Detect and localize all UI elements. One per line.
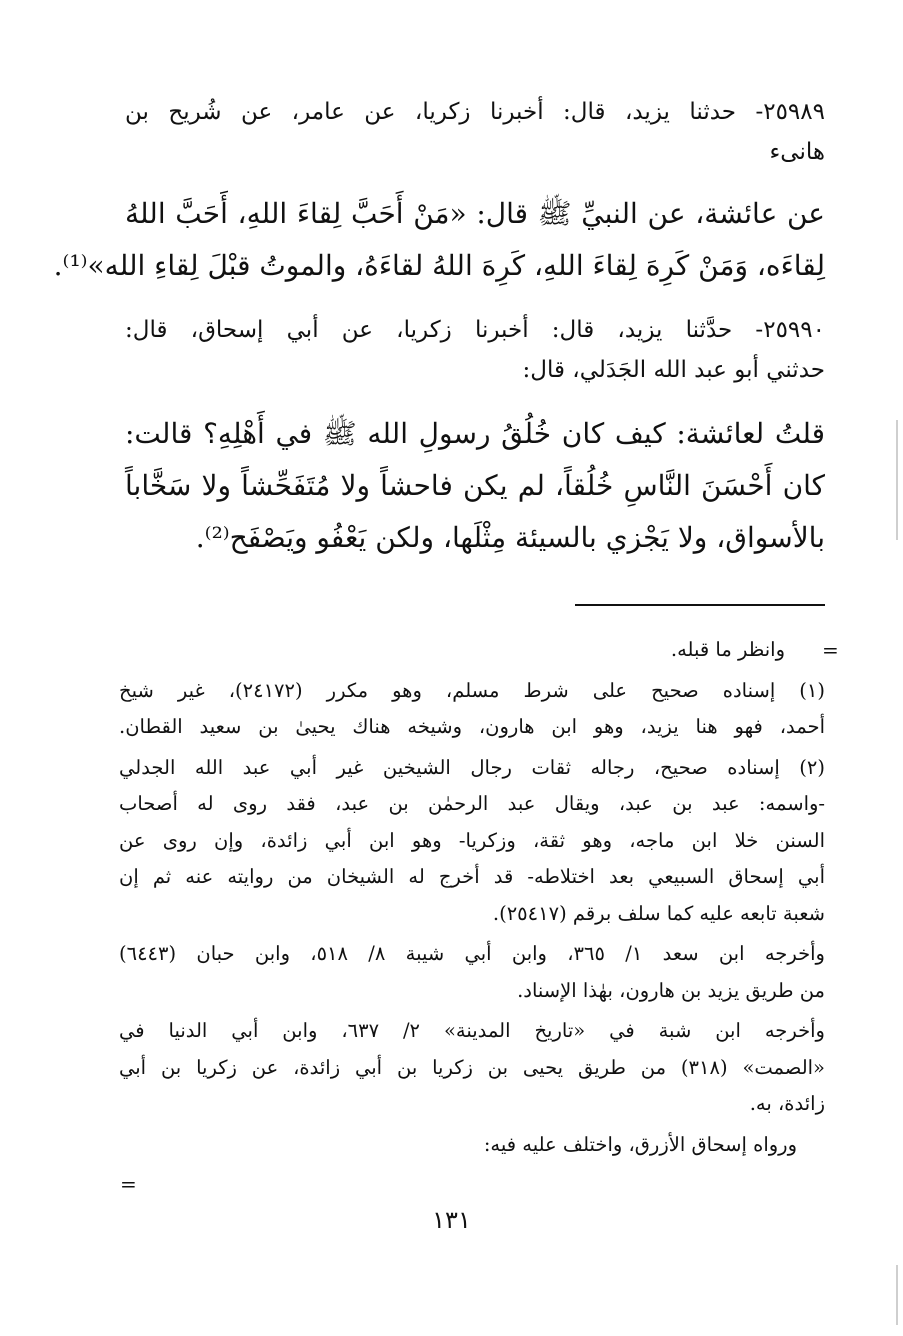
hadith-25989-matn [53,188,825,292]
hadith-25989-isnad [125,92,825,172]
footnote-paragraph-line: وأخرجه ابن شبة في «تاريخ المدينة» ٢/ ٦٣٧، وابن أبي الدنيا في [119,1019,825,1042]
scan-edge-mark [896,1265,898,1325]
hadith-25990-isnad [125,310,825,390]
matn-line: عن عائشة، عن النبيِّ ﷺ قال: «مَنْ أَحَبَّ لِقاءَ اللهِ، أَحَبَّ اللهُ [125,197,825,230]
footnote-1-line: (١) إسناده صحيح على شرط مسلم، وهو مكرر (٢٤١٧٢)، غير شيخ [119,678,825,702]
footnotes [119,632,825,1163]
scan-edge-mark [896,420,898,540]
footnote-2-line: أبي إسحاق السبيعي بعد اختلاطه- قد أخرج له الشيخان من روايته عنه ثم إن [119,865,825,888]
isnad-line: ٢٥٩٨٩- حدثنا يزيد، قال: أخبرنا زكريا، عن عامر، عن شُريح بن [125,99,825,125]
page-number: ١٣١ [432,1206,471,1234]
footnote-paragraph-line: من طريق يزيد بن هارون، بهٰذا الإسناد. [517,978,825,1002]
footnote-paragraph-line: ورواه إسحاق الأزرق، واختلف عليه فيه: [483,1132,797,1156]
hadith-25990-matn [125,408,825,564]
footnote-paragraph-line: وأخرجه ابن سعد ١/ ٣٦٥، وابن أبي شيبة ٨/ ٥١٨، وابن حبان (٦٤٤٣) [119,942,825,965]
footnote-paragraph-line: زائدة، به. [749,1092,825,1115]
isnad-line: ٢٥٩٩٠- حدَّثنا يزيد، قال: أخبرنا زكريا، عن أبي إسحاق، قال: [125,317,825,343]
footnote-paragraph-line: «الصمت» (٣١٨) من طريق يحيى بن زكريا بن أبي زائدة، عن زكريا بن أبي [119,1055,825,1079]
footnote-2-line: -واسمه: عبد بن عبد، ويقال عبد الرحمٰن بن عبد، فقد روى له أصحاب [119,792,825,815]
footnote-1-line: أحمد، فهو هنا يزيد، وهو ابن هارون، وشيخه هناك يحيىٰ بن سعيد القطان. [119,715,825,738]
footnote-continued: وانظر ما قبله. [670,638,785,661]
isnad-line: حدثني أبو عبد الله الجَدَلي، قال: [522,357,825,383]
isnad-line: هانىء [769,139,825,165]
footnote-separator [575,604,825,606]
continuation-mark: = [822,638,839,662]
continuation-mark: = [120,1172,137,1196]
footnote-2-line: السنن خلا ابن ماجه، وهو ثقة، وزكريا- وهو ابن أبي زائدة، وإن روى عن [119,828,825,852]
footnote-2-line: شعبة تابعه عليه كما سلف برقم (٢٥٤١٧). [492,901,825,925]
matn-line: قلتُ لعائشة: كيف كان خُلُقُ رسولِ الله ﷺ في أَهْلِهِ؟ قالت: [125,417,825,450]
matn-line: كان أَحْسَنَ النَّاسِ خُلُقاً، لم يكن فاحشاً ولا مُتَفَحِّشاً ولا سَخَّاباً [125,469,825,502]
footnote-2-line: (٢) إسناده صحيح، رجاله ثقات رجال الشيخين غير أبي عبد الله الجدلي [119,755,825,779]
matn-line: بالأسواق، ولا يَجْزي بالسيئة مِثْلَها، ولكن يَعْفُو ويَصْفَح⁽²⁾. [195,521,825,554]
matn-line: لِقاءَه، وَمَنْ كَرِهَ لِقاءَ اللهِ، كَرِهَ اللهُ لقاءَهُ، والموتُ قبْلَ لِقاءِ الله»⁽¹⁾. [53,249,825,282]
